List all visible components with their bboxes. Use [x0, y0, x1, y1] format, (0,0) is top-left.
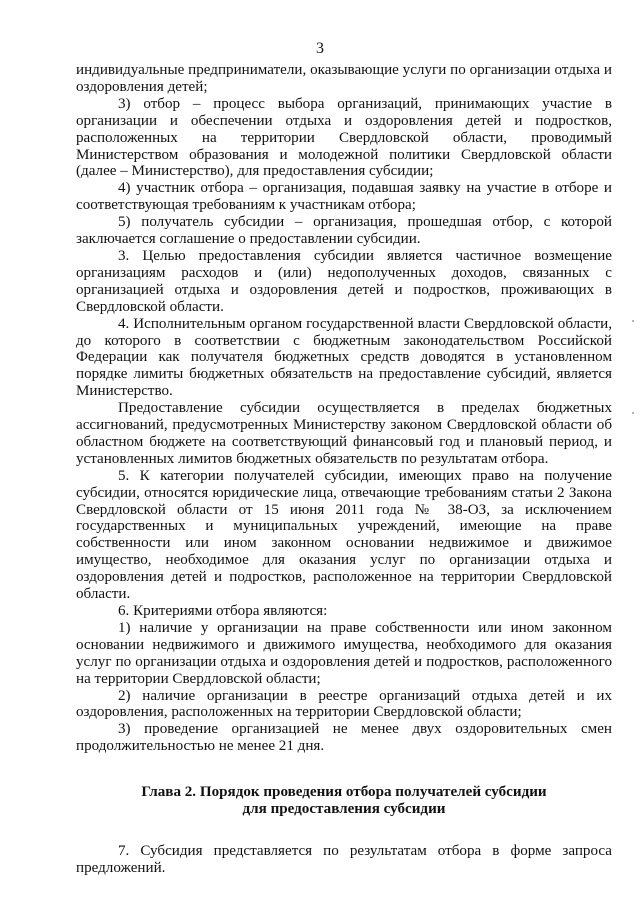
chapter-heading — [76, 784, 612, 818]
document-body — [76, 62, 612, 877]
paragraph: 4. Исполнительным органом государственной власти Свердловской области, до которого в соответствии с бюджетным законодательством Российской Федерации как получателя бюджетных средств доводятся в установленном порядке лимиты бюджетных обязательств на предоставление субсидий, является Министерство. — [76, 315, 612, 400]
paragraph: 3. Целью предоставления субсидии является частичное возмещение организациям расходов и (или) недополученных доходов, связанных с организацией отдыха и оздоровления детей и подростков, проживающих в Свердловской области. — [76, 247, 612, 315]
paragraph: 7. Субсидия представляется по результатам отбора в форме запроса предложений. — [76, 843, 612, 877]
paragraph: 5. К категории получателей субсидии, имеющих право на получение субсидии, относятся юридические лица, отвечающие требованиям статьи 2 Закона Свердловской области от 15 июня 2011 года № 38-ОЗ, за исключением государственных и муниципальных учреждений, имеющие на праве собственности или ином законном основании недвижимое и движимое имущество, необходимое для оказания услуг по организации отдыха и оздоровления детей и подростков, расположенное на территории Свердловской области. — [76, 467, 612, 603]
paragraph: 3) проведение организацией не менее двух оздоровительных смен продолжительностью не менее 21 дня. — [76, 721, 612, 755]
paragraph: Предоставление субсидии осуществляется в пределах бюджетных ассигнований, предусмотренных Министерству законом Свердловской области об областном бюджете на соответствующий финансовый год и плановый период, и установленных лимитов бюджетных обязательств по результатам отбора. — [76, 400, 612, 467]
page-number: 3 — [316, 40, 324, 57]
paragraph: 3) отбор – процесс выбора организаций, принимающих участие в организации и обеспечении отдыха и оздоровления детей и подростков, расположенных на территории Свердловской области, проводимый Министерством образования и молодежной политики Свердловской области (далее – Министерство), для предоставления субсидии; — [76, 95, 612, 180]
scan-speck — [632, 320, 634, 322]
scan-speck — [632, 412, 634, 414]
paragraph: 4) участник отбора – организация, подавшая заявку на участие в отборе и соответствующая требованиям к участникам отбора; — [76, 180, 612, 214]
chapter-heading-line-1: Глава 2. Порядок проведения отбора получателей субсидии — [141, 784, 547, 801]
paragraph: индивидуальные предприниматели, оказывающие услуги по организации отдыха и оздоровления детей; — [76, 62, 612, 95]
chapter-heading-line-2: для предоставления субсидии — [242, 801, 446, 818]
paragraph: 6. Критериями отбора являются: — [118, 603, 328, 619]
paragraph: 2) наличие организации в реестре организаций отдыха детей и их оздоровления, расположенных на территории Свердловской области; — [76, 687, 612, 721]
paragraph: 1) наличие у организации на праве собственности или ином законном основании недвижимого и движимого имущества, необходимого для оказания услуг по организации отдыха и оздоровления детей и подростков, расположенного на территории Свердловской области; — [76, 619, 612, 687]
paragraph: 5) получатель субсидии – организация, прошедшая отбор, с которой заключается соглашение о предоставлении субсидии. — [76, 214, 612, 248]
